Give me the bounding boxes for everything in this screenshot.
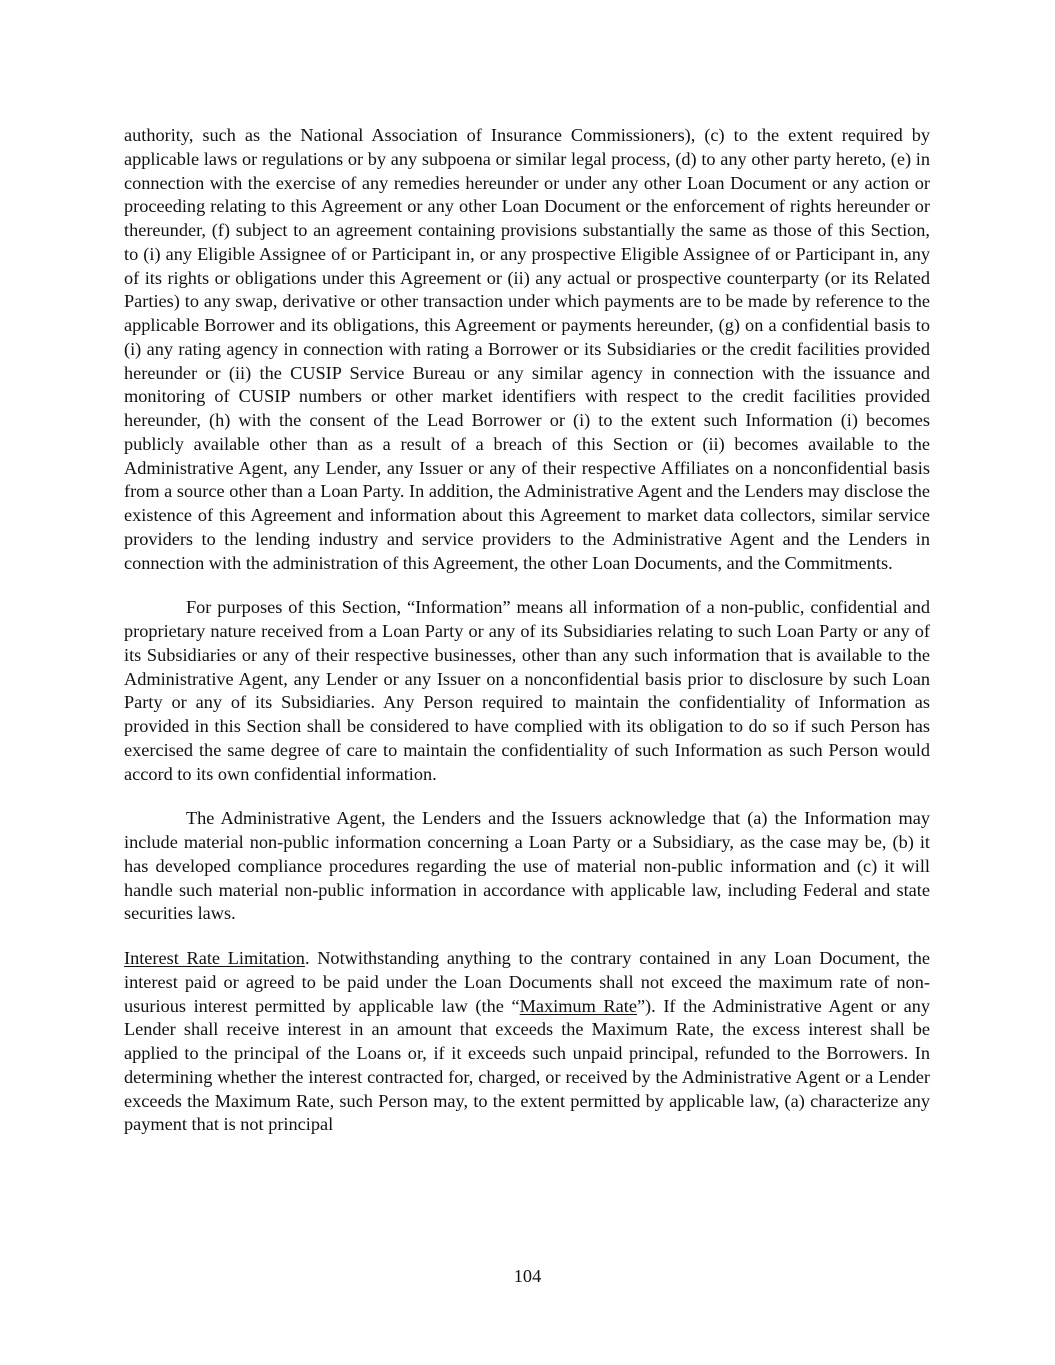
paragraph-information-definition: For purposes of this Section, “Information” means all information of a non-public, confidential and proprietary nature received from a Loan Party or any of its Subsidiaries relating to such Loan Party or any of its Subsidiaries or any of their respective businesses, other than any such information that is available to the Administrative Agent, any Lender or any Issuer on a nonconfidential basis prior to disclosure by such Loan Party or any of its Subsidiaries. Any Person required to maintain the confidentiality of Information as provided in this Section shall be considered to have complied with its obligation to do so if such Person has exercised the same degree of care to maintain the confidentiality of such Information as such Person would accord to its own confidential information. bbox=[124, 597, 930, 784]
paragraph-confidentiality-disclosures: authority, such as the National Association of Insurance Commissioners), (c) to the extent required by applicable laws or regulations or by any subpoena or similar legal process, (d) to any other party hereto, (e) in connection with the exercise of any remedies hereunder or under any other Loan Document or any action or proceeding relating to this Agreement or any other Loan Document or the enforcement of rights hereunder or thereunder, (f) subject to an agreement containing provisions substantially the same as those of this Section, to (i) any Eligible Assignee of or Participant in, or any prospective Eligible Assignee of or Participant in, any of its rights or obligations under this Agreement or (ii) any actual or prospective counterparty (or its Related Parties) to any swap, derivative or other transaction under which payments are to be made by reference to the applicable Borrower and its obligations, this Agreement or payments hereunder, (g) on a confidential basis to (i) any rating agency in connection with rating a Borrower or its Subsidiaries or the credit facilities provided hereunder or (ii) the CUSIP Service Bureau or any similar agency in connection with the issuance and monitoring of CUSIP numbers or other market identifiers with respect to the credit facilities provided hereunder, (h) with the consent of the Lead Borrower or (i) to the extent such Information (i) becomes publicly available other than as a result of a breach of this Section or (ii) becomes available to the Administrative Agent, any Lender, any Issuer or any of their respective Affiliates on a nonconfidential basis from a source other than a Loan Party. In addition, the Administrative Agent and the Lenders may disclose the existence of this Agreement and information about this Agreement to market data collectors, similar service providers to the lending industry and service providers to the Administrative Agent and the Lenders in connection with the administration of this Agreement, the other Loan Documents, and the Commitments. bbox=[124, 125, 930, 573]
interest-rate-text-part-2: ”). If the Administrative Agent or any Lender shall receive interest in an amount that exceeds the Maximum Rate, the excess interest shall be applied to the principal of the Loans or, if it exceeds such unpaid principal, refunded to the Borrowers. In determining whether the interest contracted for, charged, or received by the Administrative Agent or a Lender exceeds the Maximum Rate, such Person may, to the extent permitted by applicable law, (a) characterize any payment that is not principal bbox=[124, 995, 930, 1135]
document-page bbox=[124, 124, 930, 1137]
paragraph-non-public-acknowledgement: The Administrative Agent, the Lenders and the Issuers acknowledge that (a) the Information may include material non-public information concerning a Loan Party or a Subsidiary, as the case may be, (b) it has developed compliance procedures regarding the use of material non-public information and (c) it will handle such material non-public information in accordance with applicable law, including Federal and state securities laws. bbox=[124, 808, 930, 924]
section-heading-period: . bbox=[304, 948, 318, 968]
interest-rate-text-part-1: Notwithstanding anything to the contrary contained in any Loan Document, the interest paid or agreed to be paid under the Loan Documents shall not exceed the maximum rate of non-usurious interest permitted by applicable law (the “ bbox=[124, 948, 931, 1016]
defined-term-maximum-rate: Maximum Rate bbox=[519, 995, 637, 1016]
section-heading-interest-rate-limitation: Interest Rate Limitation bbox=[124, 948, 305, 968]
page-number: 104 bbox=[513, 1266, 542, 1286]
paragraph-interest-rate-limitation bbox=[124, 947, 930, 1137]
